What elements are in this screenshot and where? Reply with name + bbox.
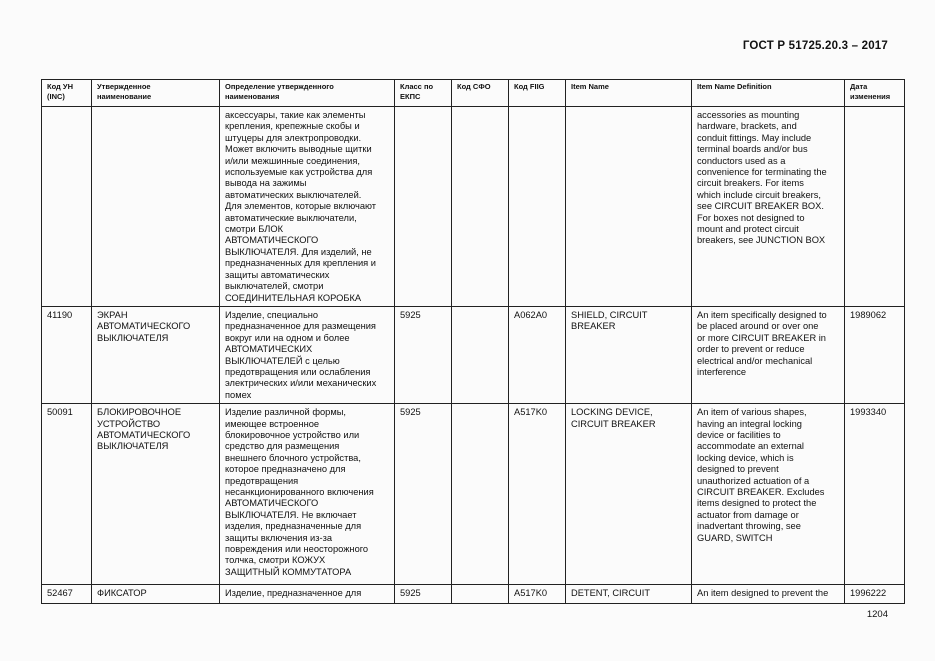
cell-item-definition: An item of various shapes, having an integral locking device or facilities to accommodate an external locking device, which is designed to prevent unauthorized actuation of a CIRCUIT BREAKER. Excludes items designed to protect the actuator from damage or inadvertant throwing, see GUARD, SWITCH (692, 404, 845, 585)
table-row (42, 585, 905, 604)
cell-class (395, 107, 452, 307)
cell-sfo (452, 306, 509, 403)
cell-approved-name: ЭКРАН АВТОМАТИЧЕСКОГО ВЫКЛЮЧАТЕЛЯ (92, 306, 220, 403)
page-number: 1204 (866, 609, 888, 620)
table-row (42, 107, 905, 307)
table-row (42, 306, 905, 403)
cell-sfo (452, 404, 509, 585)
cell-class: 5925 (395, 306, 452, 403)
cell-fiig (509, 107, 566, 307)
column-header-inc: Код УН (INC) (42, 80, 92, 107)
column-header-change-date: Дата изменения (845, 80, 905, 107)
cell-item-definition: accessories as mounting hardware, brackets, and conduit fittings. May include terminal boards and/or bus conductors used as a convenience for terminating the circuit breakers. For items which include circuit breakers, see CIRCUIT BREAKER BOX. For boxes not designed to mount and protect circuit breakers, see JUNCTION BOX (692, 107, 845, 307)
cell-change-date: 1993340 (845, 404, 905, 585)
cell-definition: аксессуары, такие как элементы крепления, крепежные скобы и штуцеры для электропроводки. Может включить выводные щитки и/или межшинные соединения, используемые как устройства для вывода на зажимы автоматических выключателей. Для элементов, которые включают автоматические выключатели, смотри БЛОК АВТОМАТИЧЕСКОГО ВЫКЛЮЧАТЕЛЯ. Для изделий, не предназначенных для крепления и защиты автоматических выключателей, смотри СОЕДИНИТЕЛЬНАЯ КОРОБКА (220, 107, 395, 307)
cell-approved-name: ФИКСАТОР (92, 585, 220, 604)
cell-item-name: LOCKING DEVICE, CIRCUIT BREAKER (566, 404, 692, 585)
cell-approved-name: БЛОКИРОВОЧНОЕ УСТРОЙСТВО АВТОМАТИЧЕСКОГО ВЫКЛЮЧАТЕЛЯ (92, 404, 220, 585)
cell-definition: Изделие, специально предназначенное для размещения вокруг или на одном и более АВТОМАТИЧЕСКИХ ВЫКЛЮЧАТЕЛЕЙ с целью предотвращения или ослабления электрических и/или механических помех (220, 306, 395, 403)
column-header-item-definition: Item Name Definition (692, 80, 845, 107)
cell-item-name: SHIELD, CIRCUIT BREAKER (566, 306, 692, 403)
column-header-definition: Определение утвержденного наименования (220, 80, 395, 107)
column-header-class: Класс по ЕКПС (395, 80, 452, 107)
cell-sfo (452, 107, 509, 307)
column-header-fiig: Код FIIG (509, 80, 566, 107)
cell-inc (42, 107, 92, 307)
cell-item-definition: An item specifically designed to be placed around or over one or more CIRCUIT BREAKER in order to prevent or reduce electrical and/or mechanical interference (692, 306, 845, 403)
cell-item-name (566, 107, 692, 307)
column-header-sfo: Код СФО (452, 80, 509, 107)
cell-fiig: A062A0 (509, 306, 566, 403)
cell-sfo (452, 585, 509, 604)
table-header-row (42, 80, 905, 107)
cell-change-date: 1996222 (845, 585, 905, 604)
cell-definition: Изделие различной формы, имеющее встроенное блокировочное устройство или средство для размещения внешнего блочного устройства, которое предназначено для предотвращения несанкционированного включения АВТОМАТИЧЕСКОГО ВЫКЛЮЧАТЕЛЯ. Не включает изделия, предназначенные для защиты включения из-за повреждения или неосторожного толчка, смотри КОЖУХ ЗАЩИТНЫЙ КОММУТАТОРА (220, 404, 395, 585)
cell-change-date (845, 107, 905, 307)
cell-item-definition: An item designed to prevent the (692, 585, 845, 604)
column-header-item-name: Item Name (566, 80, 692, 107)
cell-inc: 41190 (42, 306, 92, 403)
column-header-approved-name: Утвержденное наименование (92, 80, 220, 107)
catalog-table (41, 79, 905, 604)
cell-change-date: 1989062 (845, 306, 905, 403)
cell-inc: 52467 (42, 585, 92, 604)
document-code: ГОСТ Р 51725.20.3 – 2017 (742, 40, 888, 52)
cell-item-name: DETENT, CIRCUIT (566, 585, 692, 604)
cell-class: 5925 (395, 404, 452, 585)
cell-inc: 50091 (42, 404, 92, 585)
cell-definition: Изделие, предназначенное для (220, 585, 395, 604)
cell-approved-name (92, 107, 220, 307)
cell-fiig: A517K0 (509, 585, 566, 604)
cell-class: 5925 (395, 585, 452, 604)
cell-fiig: A517K0 (509, 404, 566, 585)
table-row (42, 404, 905, 585)
